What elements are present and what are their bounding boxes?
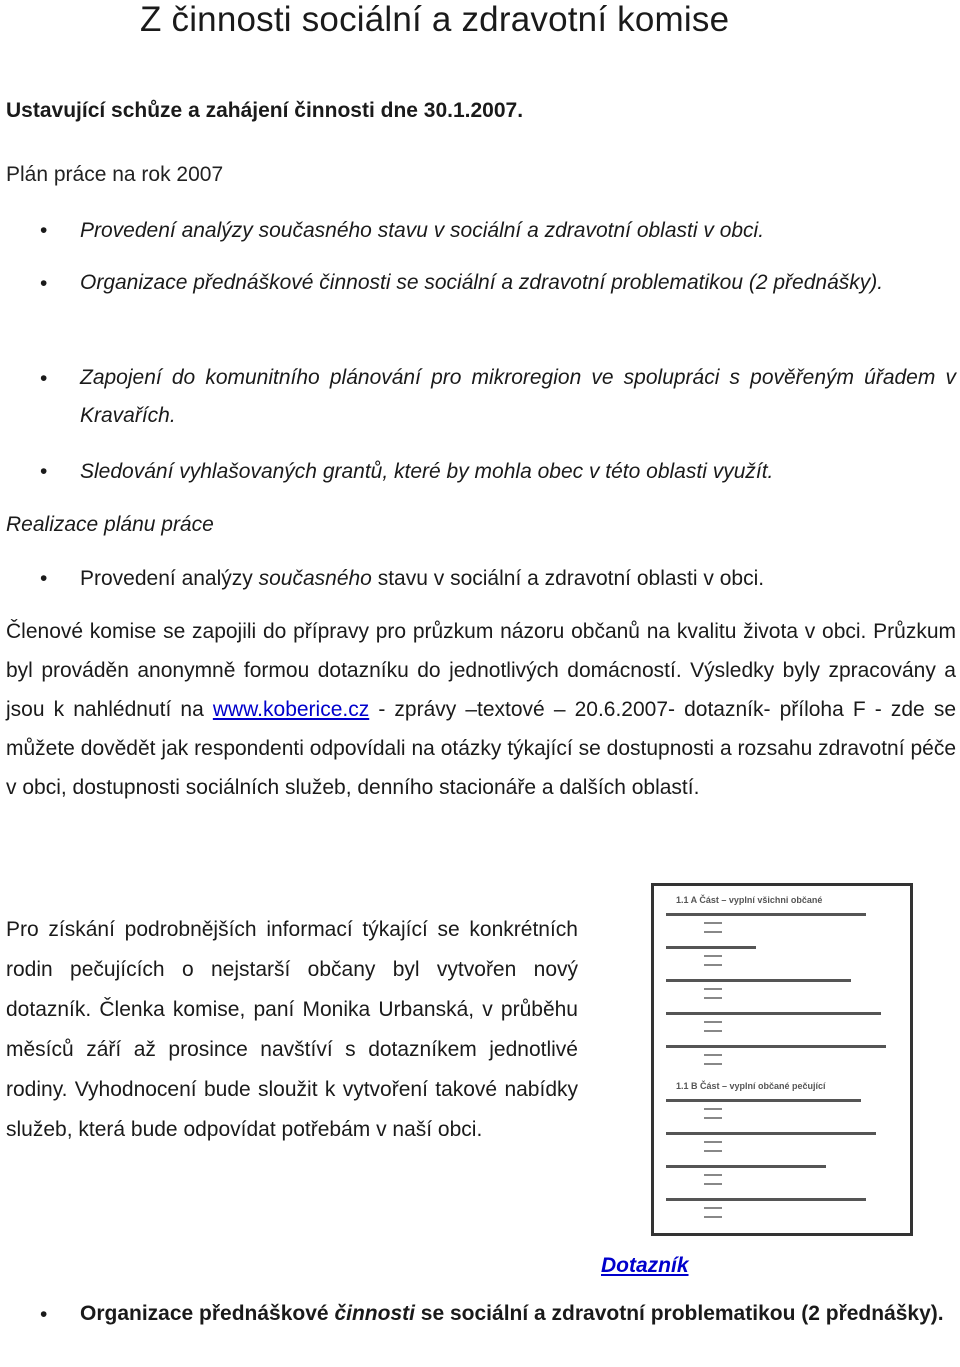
thumb-line bbox=[666, 1165, 826, 1168]
questionnaire-thumbnail[interactable] bbox=[651, 883, 913, 1236]
thumb-subline bbox=[704, 1021, 722, 1023]
thumb-subline bbox=[704, 1141, 722, 1143]
thumb-subline bbox=[704, 931, 722, 933]
bullet-icon: • bbox=[40, 460, 48, 483]
page-title: Z činnosti sociální a zdravotní komise bbox=[140, 0, 730, 39]
thumb-line bbox=[666, 1099, 861, 1102]
bullet-icon: • bbox=[40, 567, 48, 590]
thumb-subline bbox=[704, 1183, 722, 1185]
koberice-link[interactable]: www.koberice.cz bbox=[212, 698, 370, 721]
plan-item-1: Provedení analýzy současného stavu v sociální a zdravotní oblasti v obci. bbox=[80, 219, 765, 242]
thumb-line bbox=[666, 1012, 881, 1015]
thumb-subline bbox=[704, 1207, 722, 1209]
paragraph-survey bbox=[6, 612, 956, 807]
thumbnail-heading-b: 1.1 B Část – vyplní občané pečující bbox=[676, 1081, 826, 1091]
thumb-line bbox=[666, 1198, 866, 1201]
thumb-subline bbox=[704, 997, 722, 999]
thumb-line bbox=[666, 979, 851, 982]
bullet-icon: • bbox=[40, 272, 48, 295]
meeting-date-line: Ustavující schůze a zahájení činnosti dne 30.1.2007. bbox=[6, 99, 524, 122]
paragraph-survey-text-b: - zprávy –textové – 20.6.2007- dotazník- příloha F - zde se můžete dovědět jak respondenti odpovídali na otázky týkající se dostupnosti a rozsahu zdravotní péče v obci, dostupnosti sociálních služeb, denního stacionáře a dalších oblastí. bbox=[6, 698, 957, 799]
bullet-icon: • bbox=[40, 1303, 48, 1326]
paragraph-questionnaire: Pro získání podrobnějších informací týkající se konkrétních rodin pečujících o nejstarší občany byl vytvořen nový dotazník. Členka komise, paní Monika Urbanská, v průběhu měsíců září až prosince navštíví s dotazníkem jednotlivé rodiny. Vyhodnocení bude sloužit k vytvoření takové nabídky služeb, která bude odpovídat potřebám v naší obci. bbox=[6, 918, 578, 1141]
thumb-subline bbox=[704, 1063, 722, 1065]
dotaznik-link[interactable]: Dotazník bbox=[601, 1254, 689, 1277]
thumbnail-heading-a: 1.1 A Část – vyplní všichni občané bbox=[676, 895, 823, 905]
thumb-subline bbox=[704, 964, 722, 966]
realizace-heading: Realizace plánu práce bbox=[6, 513, 214, 536]
final-item-part-b: činnosti bbox=[334, 1302, 415, 1325]
thumb-subline bbox=[704, 988, 722, 990]
thumb-line bbox=[666, 946, 756, 949]
thumb-subline bbox=[704, 1117, 722, 1119]
thumb-subline bbox=[704, 1150, 722, 1152]
realizace-item-part-a: Provedení analýzy bbox=[80, 567, 259, 590]
realizace-item-part-c: stavu v sociální a zdravotní oblasti v obci. bbox=[371, 567, 765, 590]
plan-item-4: Sledování vyhlašovaných grantů, které by mohla obec v této oblasti využít. bbox=[80, 460, 774, 483]
plan-heading: Plán práce na rok 2007 bbox=[6, 163, 224, 186]
bullet-icon: • bbox=[40, 367, 48, 390]
plan-item-2: Organizace přednáškové činnosti se sociální a zdravotní problematikou (2 přednášky). bbox=[80, 271, 884, 294]
thumb-subline bbox=[704, 1030, 722, 1032]
thumb-line bbox=[666, 1132, 876, 1135]
thumb-subline bbox=[704, 922, 722, 924]
thumb-line bbox=[666, 1045, 886, 1048]
thumb-subline bbox=[704, 1216, 722, 1218]
thumb-subline bbox=[704, 955, 722, 957]
realizace-item bbox=[80, 559, 956, 599]
thumb-subline bbox=[704, 1174, 722, 1176]
thumb-subline bbox=[704, 1108, 722, 1110]
bullet-icon: • bbox=[40, 219, 48, 242]
final-item-part-a: Organizace přednáškové bbox=[80, 1302, 335, 1325]
thumb-line bbox=[666, 913, 866, 916]
thumb-subline bbox=[704, 1054, 722, 1056]
realizace-item-part-b: současného bbox=[258, 567, 372, 590]
plan-item-3: Zapojení do komunitního plánování pro mikroregion ve spolupráci s pověřeným úřadem v Kravařích. bbox=[80, 366, 956, 427]
final-item-part-c: se sociální a zdravotní problematikou (2 přednášky). bbox=[414, 1302, 944, 1325]
paragraph-survey-text-a: Členové komise se zapojili do přípravy pro průzkum názoru občanů na kvalitu života v obci. Průzkum byl prováděn anonymně formou dotazníku do jednotlivých domácností. Výsledky byly zpracovány a jsou k nahlédnutí na bbox=[6, 620, 956, 721]
final-item bbox=[80, 1295, 956, 1333]
